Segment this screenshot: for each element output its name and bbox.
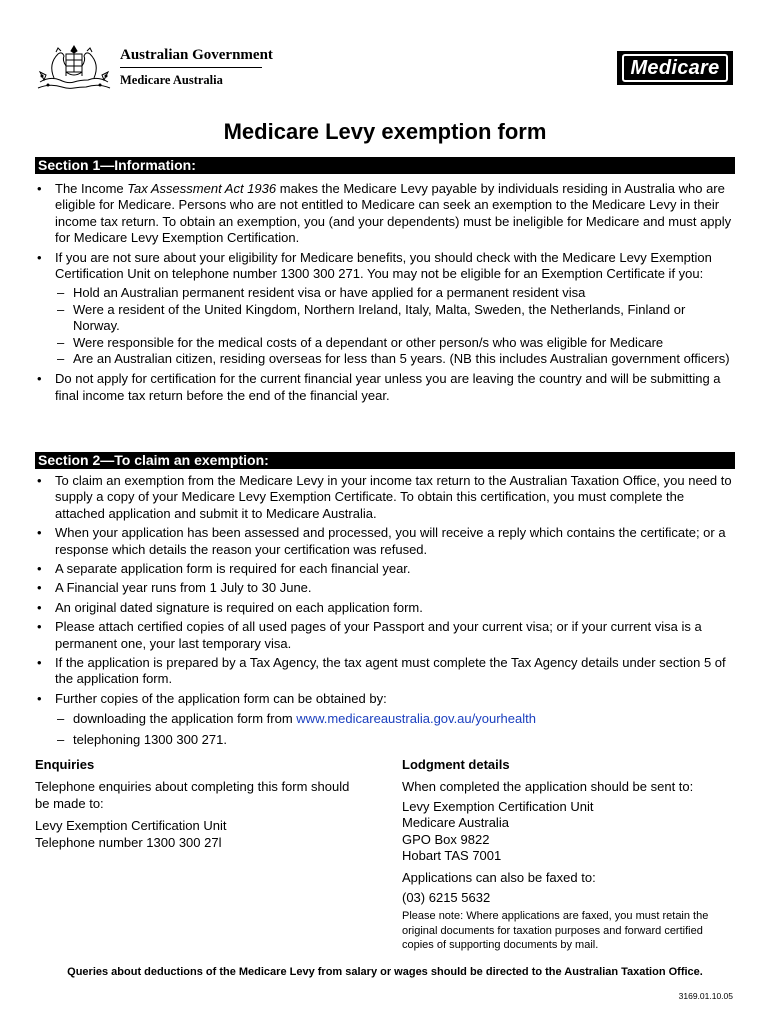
list-item: • Further copies of the application form can be obtained by: xyxy=(35,691,735,707)
list-item xyxy=(35,181,735,247)
lodgment-text: When completed the application should be sent to: xyxy=(402,779,694,795)
address-line: Medicare Australia xyxy=(402,815,509,831)
address-line: Hobart TAS 7001 xyxy=(402,848,502,864)
section1-body xyxy=(35,181,735,404)
lodgment-block xyxy=(402,757,735,953)
list-item: • Please attach certified copies of all used pages of your Passport and your current visa; or if your current visa is a permanent one, your last temporary visa. xyxy=(35,619,735,652)
fax-text: Applications can also be faxed to: xyxy=(402,870,596,886)
text: downloading the application form from xyxy=(73,711,297,727)
enquiries-heading: Enquiries xyxy=(35,757,95,772)
medicare-logo xyxy=(617,51,733,85)
lodgment-heading: Lodgment details xyxy=(402,757,510,772)
address-line: Levy Exemption Certification Unit xyxy=(402,798,594,814)
list-item: • A separate application form is required for each financial year. xyxy=(35,561,735,577)
list-item: – Hold an Australian permanent resident visa or have applied for a permanent resident visa xyxy=(35,285,735,301)
agency-name: Medicare Australia xyxy=(120,73,223,87)
form-code: 3169.01.10.05 xyxy=(678,991,733,1001)
enquiries-text: Telephone enquiries about completing this form should be made to: xyxy=(35,779,350,811)
list-item: • If you are not sure about your eligibility for Medicare benefits, you should check with the Medicare Levy Exemption Certification Unit on telephone number 1300 300 271. You may not be eligible for an Exemption Certificate if you: xyxy=(35,250,735,283)
footer-queries: Queries about deductions of the Medicare Levy from salary or wages should be directed to the Australian Taxation Office. xyxy=(67,966,703,978)
fax-note: Please note: Where applications are faxed, you must retain the original documents for taxation purposes and forward certified copies of supporting documents by mail. xyxy=(402,910,709,952)
enquiries-phone: Telephone number 1300 300 27l xyxy=(35,834,222,850)
list-item: • Do not apply for certification for the current financial year unless you are leaving the country and will be submitting a final income tax return before the end of the financial year. xyxy=(35,371,735,404)
enquiries-block xyxy=(35,757,355,851)
address-line: GPO Box 9822 xyxy=(402,831,490,847)
section2-body xyxy=(35,473,735,748)
act-name: Tax Assessment Act 1936 xyxy=(127,181,277,196)
government-wordmark xyxy=(120,46,273,88)
coat-of-arms-icon xyxy=(34,38,114,96)
list-item: • If the application is prepared by a Tax Agency, the tax agent must complete the Tax Agency details under section 5 of the application form. xyxy=(35,655,735,688)
list-item: • When your application has been assessed and processed, you will receive a reply which contains the certificate; or a response which details the reason your certification was refused. xyxy=(35,525,735,558)
list-item xyxy=(35,711,735,727)
section2-heading: Section 2—To claim an exemption: xyxy=(35,452,735,469)
list-item: – Were a resident of the United Kingdom, Northern Ireland, Italy, Malta, Sweden, the Netherlands, Finland or Norway. xyxy=(35,302,735,335)
page-title: Medicare Levy exemption form xyxy=(223,119,547,144)
list-item: – telephoning 1300 300 271. xyxy=(35,732,735,748)
list-item: – Were responsible for the medical costs of a dependant or other person/s who was eligible for Medicare xyxy=(35,335,735,351)
website-link[interactable]: www.medicareaustralia.gov.au/yourhealth xyxy=(296,711,536,727)
text: makes the Medicare Levy payable by individuals residing in Australia who are eligible for Medicare. Persons who are not entitled to Medicare can seek an exemption to the Medicare Levy in their income tax return. To obtain an exemption, you (and your dependents) must be ineligible for Medicare and must apply for Medicare Levy Exemption Certification. xyxy=(55,181,732,246)
fax-number: (03) 6215 5632 xyxy=(402,889,491,905)
logo-text: Medicare xyxy=(622,54,727,82)
section1-heading: Section 1—Information: xyxy=(35,157,735,174)
list-item: • To claim an exemption from the Medicare Levy in your income tax return to the Australian Taxation Office, you need to supply a copy of your Medicare Levy Exemption Certificate. To obtain this certification, you must complete the attached application and submit it to Medicare Australia. xyxy=(35,473,735,522)
government-name: Australian Government xyxy=(120,47,273,63)
list-item: • A Financial year runs from 1 July to 30 June. xyxy=(35,580,735,596)
header-divider xyxy=(120,67,262,68)
enquiries-unit: Levy Exemption Certification Unit xyxy=(35,818,227,834)
text: The Income xyxy=(55,181,128,196)
list-item: – Are an Australian citizen, residing overseas for less than 5 years. (NB this includes Australian government officers) xyxy=(35,351,735,367)
list-item: • An original dated signature is required on each application form. xyxy=(35,600,735,616)
